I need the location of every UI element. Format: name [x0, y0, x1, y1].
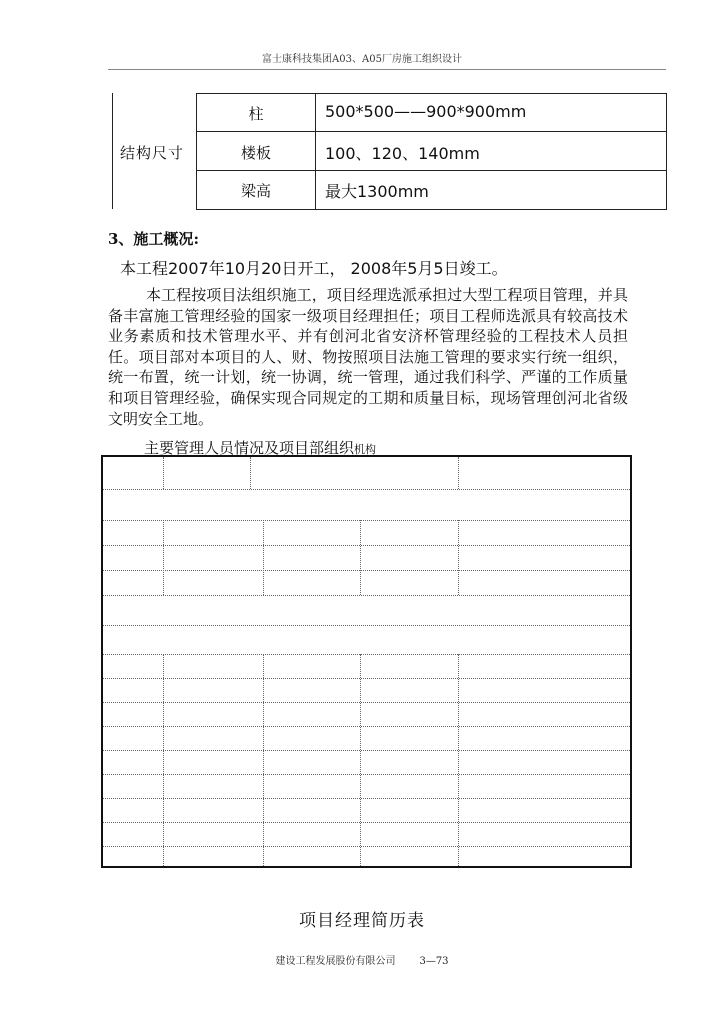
grid-line — [103, 678, 630, 679]
row-value-column: 500*500——900*900mm — [325, 102, 527, 121]
row-name-column: 柱 — [248, 105, 264, 123]
table-row-divider — [196, 170, 666, 171]
structure-size-label: 结构尺寸 — [120, 144, 185, 162]
table-row-divider — [196, 131, 666, 132]
overview-paragraph: 本工程按项目法组织施工，项目经理选派承担过大型工程项目管理，并具备丰富施工管理经验的国家一级项目经理担任；项目工程师选派具有较高技术业务素质和技术管理水平、并有创河北省安济杯管理经验的工程技术人员担任。项目部对本项目的人、财、物按照项目法施工管理的要求实行统一组织，统一布置，统一计划，统一协调，统一管理，通过我们科学、严谨的工作质量和项目管理经验，确保实现合同规定的工期和质量目标，现场管理创河北省级文明安全工地。 — [108, 286, 628, 428]
row-value-beam: 最大1300mm — [325, 182, 429, 201]
caption-main: 主要管理人员情况及项目部组织 — [144, 439, 355, 457]
page-footer — [0, 952, 724, 967]
table-column-divider — [315, 93, 316, 209]
grid-line — [103, 654, 630, 655]
grid-line — [103, 726, 630, 727]
grid-line — [103, 625, 630, 626]
grid-line — [103, 774, 630, 775]
grid-line — [163, 457, 164, 489]
grid-line — [458, 520, 459, 595]
grid-line — [103, 846, 630, 847]
footer-company: 建设工程发展股份有限公司 — [275, 956, 396, 967]
caption-small: 机构 — [354, 443, 377, 456]
grid-line — [458, 654, 459, 866]
grid-line — [250, 457, 251, 489]
row-name-slab: 楼板 — [240, 144, 271, 162]
grid-line — [103, 750, 630, 751]
grid-line — [103, 702, 630, 703]
grid-line — [103, 520, 630, 521]
row-value-slab: 100、120、140mm — [325, 144, 480, 163]
grid-line — [263, 520, 264, 595]
page-number: 3—73 — [419, 956, 449, 967]
grid-line — [163, 654, 164, 866]
page-header: 富士康科技集团A03、A05厂房施工组织设计 — [262, 54, 462, 65]
grid-line — [103, 798, 630, 799]
grid-line — [103, 570, 630, 571]
grid-line — [360, 654, 361, 866]
table-left-border — [112, 93, 113, 209]
org-structure-table — [101, 455, 632, 868]
grid-line — [103, 822, 630, 823]
grid-line — [163, 520, 164, 595]
grid-line — [263, 654, 264, 866]
header-rule — [108, 69, 666, 70]
grid-line — [360, 520, 361, 595]
grid-line — [103, 545, 630, 546]
grid-line — [458, 457, 459, 489]
grid-line — [103, 489, 630, 490]
row-name-beam: 梁高 — [240, 182, 271, 200]
section-title: 3、施工概况: — [108, 230, 199, 248]
grid-line — [103, 595, 630, 596]
resume-table-title: 项目经理简历表 — [299, 911, 425, 931]
schedule-line: 本工程2007年10月20日开工， 2008年5月5日竣工。 — [120, 259, 508, 278]
